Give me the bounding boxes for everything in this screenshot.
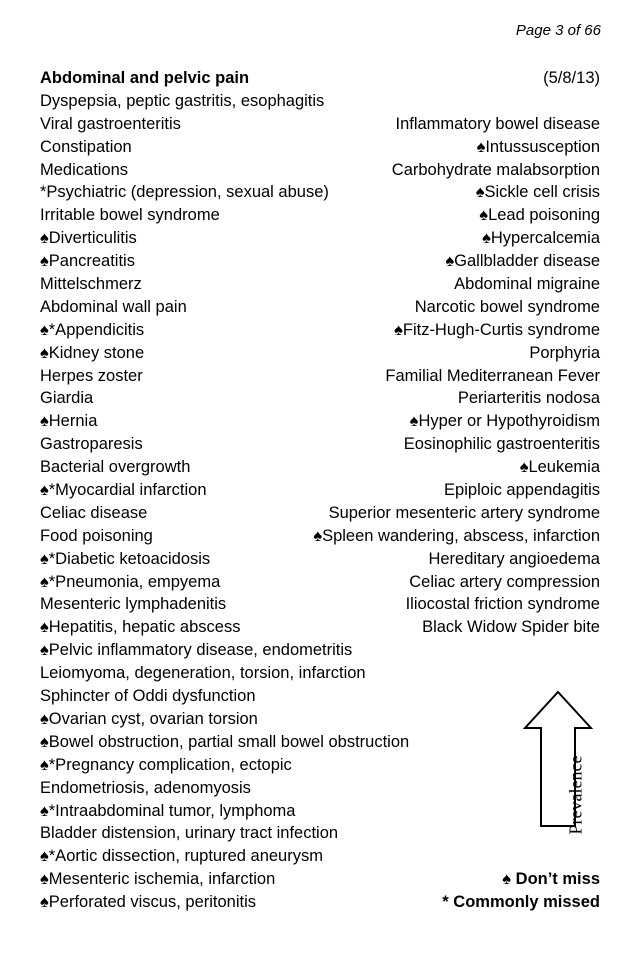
right-item: Periarteritis nodosa bbox=[457, 389, 600, 408]
right-item: Celiac artery compression bbox=[409, 572, 600, 591]
list-row bbox=[40, 639, 600, 662]
list-row bbox=[40, 273, 600, 296]
left-item: Medications bbox=[40, 160, 129, 179]
left-item: ♠*Aortic dissection, ruptured aneurysm bbox=[40, 847, 323, 866]
right-item: ♠Hypercalcemia bbox=[482, 229, 600, 248]
list-row bbox=[40, 731, 600, 754]
left-item: Bladder distension, urinary tract infection bbox=[40, 824, 339, 843]
right-item: ♠Sickle cell crisis bbox=[475, 183, 600, 202]
list-row bbox=[40, 754, 600, 777]
right-item: Hereditary angioedema bbox=[428, 549, 600, 568]
document-date: (5/8/13) bbox=[543, 69, 600, 87]
right-item: ♠Hyper or Hypothyroidism bbox=[409, 412, 600, 431]
left-item: Gastroparesis bbox=[40, 435, 143, 454]
left-item: ♠Kidney stone bbox=[40, 343, 145, 362]
right-item: ♠Spleen wandering, abscess, infarction bbox=[313, 526, 600, 545]
left-item: ♠Bowel obstruction, partial small bowel obstruction bbox=[40, 732, 410, 751]
left-item: Dyspepsia, peptic gastritis, esophagitis bbox=[40, 91, 325, 110]
list-row bbox=[40, 90, 600, 113]
list-row bbox=[40, 548, 600, 571]
prevalence-label: Prevalence bbox=[565, 755, 586, 835]
right-item: Iliocostal friction syndrome bbox=[405, 595, 600, 614]
legend-list bbox=[40, 868, 600, 914]
list-row bbox=[40, 365, 600, 388]
list-row bbox=[40, 227, 600, 250]
right-item: ♠Leukemia bbox=[519, 458, 600, 477]
list-row bbox=[40, 387, 600, 410]
list-row bbox=[40, 685, 600, 708]
list-row bbox=[40, 159, 600, 182]
left-item: ♠*Appendicitis bbox=[40, 320, 145, 339]
left-item: Irritable bowel syndrome bbox=[40, 206, 220, 225]
left-item: ♠*Pregnancy complication, ectopic bbox=[40, 755, 292, 774]
legend-row bbox=[40, 891, 600, 914]
right-item: Narcotic bowel syndrome bbox=[414, 297, 600, 316]
right-item: Epiploic appendagitis bbox=[444, 481, 600, 500]
document-body bbox=[40, 67, 600, 914]
list-row bbox=[40, 113, 600, 136]
list-row bbox=[40, 181, 600, 204]
left-item: Mittelschmerz bbox=[40, 275, 142, 294]
left-item: ♠Pancreatitis bbox=[40, 252, 135, 271]
left-item: ♠Pelvic inflammatory disease, endometritis bbox=[40, 641, 353, 660]
list-row bbox=[40, 204, 600, 227]
list-row bbox=[40, 525, 600, 548]
list-row bbox=[40, 319, 600, 342]
list-row bbox=[40, 502, 600, 525]
right-item: ♠Fitz-Hugh-Curtis syndrome bbox=[394, 320, 600, 339]
right-item: ♠Lead poisoning bbox=[479, 206, 600, 225]
left-item: Sphincter of Oddi dysfunction bbox=[40, 687, 256, 706]
left-item: Bacterial overgrowth bbox=[40, 458, 191, 477]
right-item: ♠Gallbladder disease bbox=[445, 252, 600, 271]
left-item: Abdominal wall pain bbox=[40, 297, 187, 316]
right-item: Black Widow Spider bite bbox=[422, 618, 600, 637]
list-row bbox=[40, 433, 600, 456]
list-row bbox=[40, 708, 600, 731]
page-number: Page 3 of 66 bbox=[515, 22, 601, 39]
list-row bbox=[40, 342, 600, 365]
right-item: Carbohydrate malabsorption bbox=[391, 160, 600, 179]
list-row bbox=[40, 456, 600, 479]
left-item: Endometriosis, adenomyosis bbox=[40, 778, 251, 797]
left-item: ♠*Myocardial infarction bbox=[40, 481, 207, 500]
left-item: ♠*Intraabdominal tumor, lymphoma bbox=[40, 801, 296, 820]
left-item: Giardia bbox=[40, 389, 94, 408]
right-item: * Commonly missed bbox=[442, 893, 600, 912]
page-title: Abdominal and pelvic pain bbox=[40, 69, 250, 87]
list-row bbox=[40, 777, 600, 800]
right-item: Familial Mediterranean Fever bbox=[385, 366, 600, 385]
left-item: Viral gastroenteritis bbox=[40, 114, 181, 133]
right-item: Porphyria bbox=[529, 343, 600, 362]
right-item: ♠ Don’t miss bbox=[502, 870, 600, 889]
left-item: ♠Hepatitis, hepatic abscess bbox=[40, 618, 241, 637]
list-row bbox=[40, 479, 600, 502]
legend-row bbox=[40, 868, 600, 891]
list-row bbox=[40, 845, 600, 868]
list-row bbox=[40, 616, 600, 639]
right-item: Inflammatory bowel disease bbox=[395, 114, 600, 133]
list-row bbox=[40, 662, 600, 685]
left-item: ♠*Diabetic ketoacidosis bbox=[40, 549, 211, 568]
right-item: Superior mesenteric artery syndrome bbox=[328, 503, 600, 522]
list-row bbox=[40, 410, 600, 433]
left-item: ♠Diverticulitis bbox=[40, 229, 137, 248]
left-item: Food poisoning bbox=[40, 526, 153, 545]
list-row bbox=[40, 822, 600, 845]
list-row bbox=[40, 136, 600, 159]
left-item: *Psychiatric (depression, sexual abuse) bbox=[40, 183, 329, 202]
left-item: ♠Mesenteric ischemia, infarction bbox=[40, 870, 276, 889]
left-item: Herpes zoster bbox=[40, 366, 143, 385]
list-row bbox=[40, 800, 600, 823]
left-item: ♠*Pneumonia, empyema bbox=[40, 572, 221, 591]
right-item: Eosinophilic gastroenteritis bbox=[403, 435, 600, 454]
list-row bbox=[40, 571, 600, 594]
left-item: ♠Perforated viscus, peritonitis bbox=[40, 893, 257, 912]
list-row bbox=[40, 296, 600, 319]
right-item: Abdominal migraine bbox=[454, 275, 600, 294]
diagnosis-list bbox=[40, 90, 600, 868]
title-row bbox=[40, 67, 600, 90]
right-item: ♠Intussusception bbox=[476, 137, 600, 156]
left-item: ♠Ovarian cyst, ovarian torsion bbox=[40, 709, 258, 728]
left-item: Leiomyoma, degeneration, torsion, infarction bbox=[40, 664, 366, 683]
list-row bbox=[40, 593, 600, 616]
left-item: Mesenteric lymphadenitis bbox=[40, 595, 227, 614]
left-item: Constipation bbox=[40, 137, 132, 156]
left-item: Celiac disease bbox=[40, 503, 148, 522]
list-row bbox=[40, 250, 600, 273]
left-item: ♠Hernia bbox=[40, 412, 98, 431]
